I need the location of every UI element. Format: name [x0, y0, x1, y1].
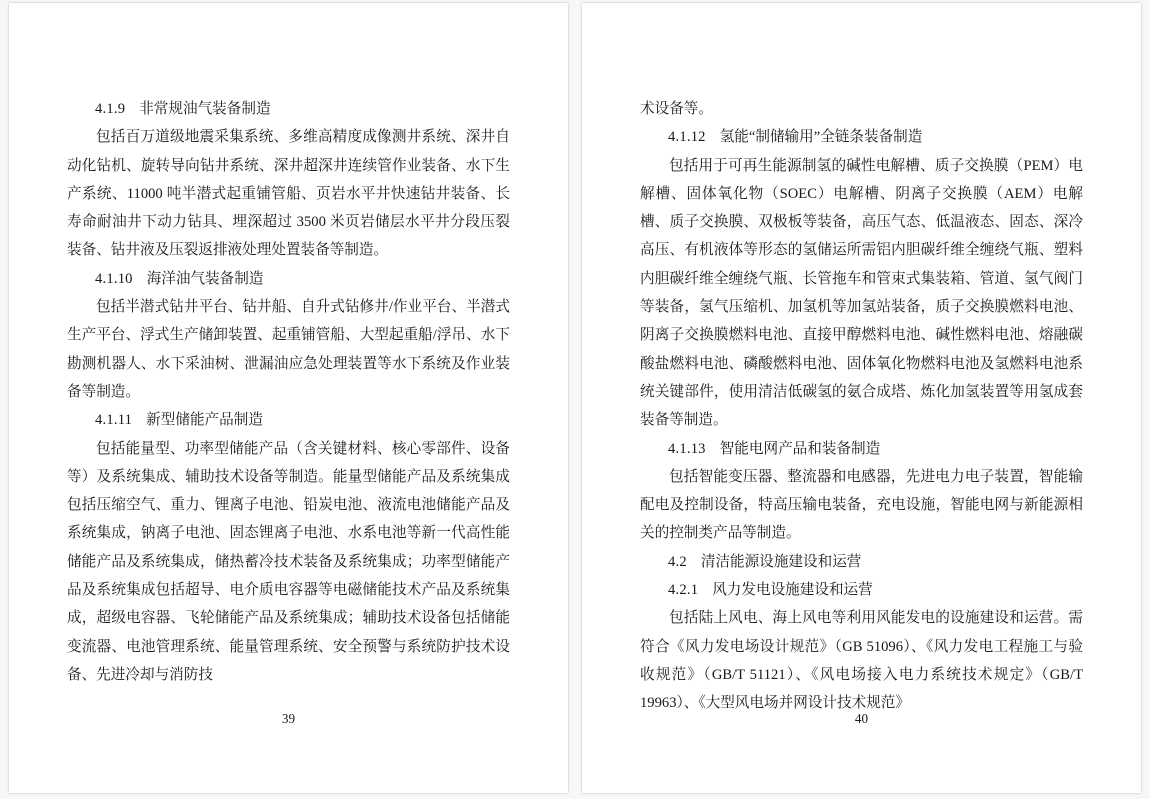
document-page-right — [582, 3, 1141, 793]
heading-number: 4.1.11 — [95, 412, 133, 429]
body-paragraph: 包括智能变压器、整流器和电感器，先进电力电子装置，智能输配电及控制设备，特高压输电装备，充电设施，智能电网与新能源相关的控制类产品等制造。 — [640, 468, 1083, 542]
heading-title: 新型储能产品制造 — [146, 412, 263, 429]
page-number-right: 40 — [854, 711, 869, 726]
continued-paragraph: 术设备等。 — [640, 101, 713, 117]
heading-number: 4.1.9 — [95, 101, 126, 117]
body-paragraph: 包括能量型、功率型储能产品（含关键材料、核心零部件、设备等）及系统集成、辅助技术设备等制造。能量型储能产品及系统集成包括压缩空气、重力、锂离子电池、铅炭电池、液流电池储能产品及系统集成，钠离子电池、固态锂离子电池、水系电池等新一代高性能储能产品及系统集成，储热蓄冷技术装备及系统集成；功率型储能产品及系统集成包括超导、电介质电容器等电磁储能技术产品及系统集成，超级电容器、飞轮储能产品及系统集成；辅助技术设备包括储能变流器、电池管理系统、能量管理系统、安全预警与系统防护技术设备、先进冷却与消防技 — [67, 440, 510, 683]
heading-title: 风力发电设施建设和运营 — [712, 582, 873, 599]
heading-title: 氢能“制储输用”全链条装备制造 — [719, 129, 923, 146]
section-heading — [640, 576, 1083, 604]
heading-title: 智能电网产品和装备制造 — [719, 440, 881, 457]
page-content-right — [640, 95, 1083, 718]
body-paragraph: 包括百万道级地震采集系统、多维高精度成像测井系统、深井自动化钻机、旋转导向钻井系统、深井超深井连续管作业装备、水下生产系统、11000 吨半潜式起重铺管船、页岩水平井快速钻井装备、长寿命耐油井下动力钻具、埋深超过 3500 米页岩储层水平井分段压裂装备、钻井液及压裂返排液处理处置装备等制造。 — [67, 129, 510, 259]
heading-number: 4.1.10 — [95, 270, 133, 287]
page-content-left — [67, 95, 510, 689]
heading-title: 清洁能源设施建设和运营 — [700, 553, 862, 570]
section-heading — [640, 435, 1083, 463]
heading-number: 4.2.1 — [668, 582, 699, 599]
section-heading — [640, 548, 1083, 576]
section-heading — [67, 406, 510, 434]
body-paragraph: 包括用于可再生能源制氢的碱性电解槽、质子交换膜（PEM）电解槽、固体氧化物（SOEC）电解槽、阴离子交换膜（AEM）电解槽、质子交换膜、双极板等装备，高压气态、低温液态、固态、深冷高压、有机液体等形态的氢储运所需铝内胆碳纤维全缠绕气瓶、塑料内胆碳纤维全缠绕气瓶、长管拖车和管束式集装箱、管道、氢气阀门等装备，氢气压缩机、加氢机等加氢站装备，质子交换膜燃料电池、阴离子交换膜燃料电池、直接甲醇燃料电池、碱性燃料电池、熔融碳酸盐燃料电池、磷酸燃料电池、固体氧化物燃料电池及氢燃料电池系统关键部件，使用清洁低碳氢的氨合成塔、炼化加氢装置等用氢成套装备等制造。 — [640, 157, 1083, 429]
heading-number: 4.1.13 — [668, 440, 706, 457]
section-heading — [640, 123, 1083, 151]
page-number-left: 39 — [281, 711, 296, 726]
heading-title: 海洋油气装备制造 — [146, 270, 264, 287]
heading-title: 非常规油气装备制造 — [139, 101, 271, 117]
body-paragraph: 包括陆上风电、海上风电等利用风能发电的设施建设和运营。需符合《风力发电场设计规范》（GB 51096）、《风力发电工程施工与验收规范》（GB/T 51121）、《风电场接入电力系统技术规定》（GB/T 19963）、《大型风电场并网设计技术规范》 — [640, 610, 1083, 712]
heading-number: 4.2 — [668, 553, 687, 570]
section-heading — [67, 265, 510, 293]
document-page-left — [9, 3, 568, 793]
heading-number: 4.1.12 — [668, 129, 706, 146]
body-paragraph: 包括半潜式钻井平台、钻井船、自升式钻修井/作业平台、半潜式生产平台、浮式生产储卸装置、起重铺管船、大型起重船/浮吊、水下勘测机器人、水下采油树、泄漏油应急处理装置等水下系统及作业装备等制造。 — [67, 299, 510, 400]
section-heading — [67, 95, 510, 123]
